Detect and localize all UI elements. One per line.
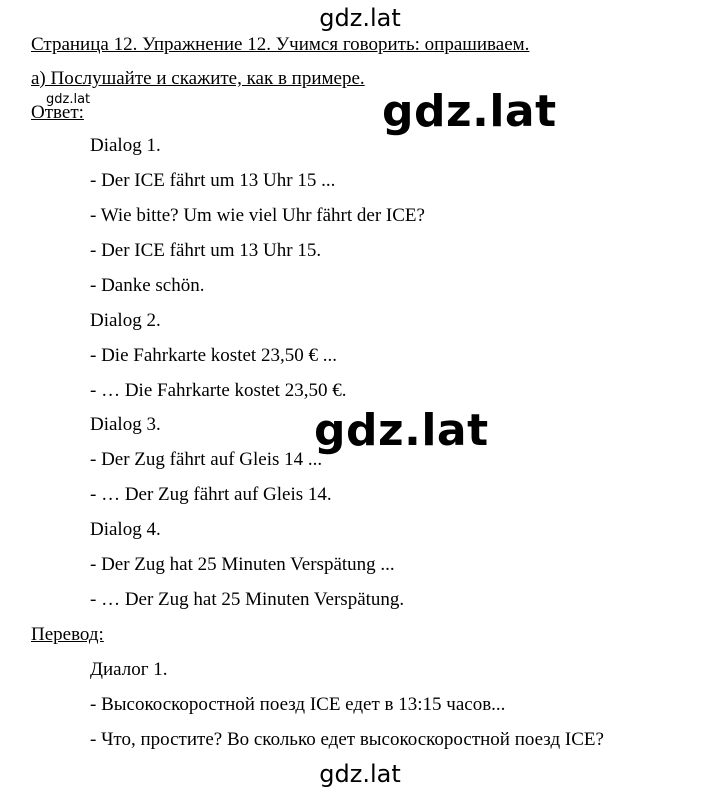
page-title: Страница 12. Упражнение 12. Учимся говорить: опрашиваем.: [31, 34, 530, 55]
dialog-heading: Dialog 2.: [90, 310, 161, 331]
translation-label: Перевод:: [31, 624, 104, 645]
dialog-line: - Wie bitte? Um wie viel Uhr fährt der ICE?: [90, 205, 425, 226]
dialog-line: - Der ICE fährt um 13 Uhr 15 ...: [90, 170, 336, 191]
dialog-line: - … Die Fahrkarte kostet 23,50 €.: [90, 380, 347, 401]
watermark-small: gdz.lat: [46, 92, 91, 107]
watermark-large-2: gdz.lat: [314, 405, 489, 456]
dialog-line: - Der Zug hat 25 Minuten Verspätung ...: [90, 554, 395, 575]
dialog-heading: Dialog 4.: [90, 519, 161, 540]
dialog-heading: Dialog 1.: [90, 135, 161, 156]
translation-line: - Высокоскоростной поезд ICE едет в 13:15 часов...: [90, 694, 506, 715]
dialog-line: - … Der Zug hat 25 Minuten Verspätung.: [90, 589, 405, 610]
watermark-top: gdz.lat: [319, 4, 401, 32]
dialog-line: - … Der Zug fährt auf Gleis 14.: [90, 484, 332, 505]
watermark-bottom: gdz.lat: [319, 760, 401, 788]
watermark-large-1: gdz.lat: [382, 86, 557, 137]
translation-line: - Что, простите? Во сколько едет высокоскоростной поезд ICE?: [90, 729, 604, 750]
dialog-line: - Die Fahrkarte kostet 23,50 € ...: [90, 345, 337, 366]
dialog-line: - Der ICE fährt um 13 Uhr 15.: [90, 240, 322, 261]
answer-label: Ответ:: [31, 102, 84, 123]
dialog-heading: Dialog 3.: [90, 414, 161, 435]
task-instruction: а) Послушайте и скажите, как в примере.: [31, 68, 365, 89]
dialog-line: - Der Zug fährt auf Gleis 14 ...: [90, 449, 323, 470]
translation-heading: Диалог 1.: [90, 659, 168, 680]
dialog-line: - Danke schön.: [90, 275, 205, 296]
